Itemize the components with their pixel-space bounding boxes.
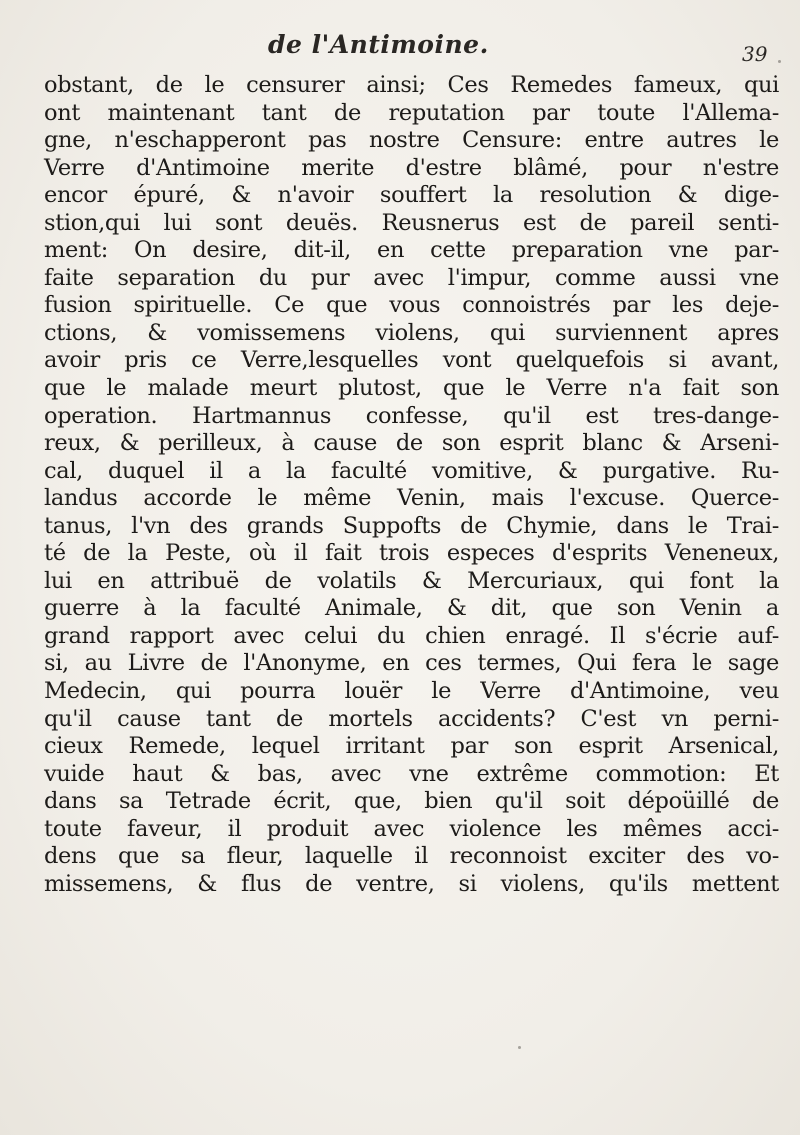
text-line: qu'il cause tant de mortels accidents? C'est vn perni-: [44, 705, 779, 732]
text-line: gne, n'eschapperont pas nostre Censure: entre autres le: [44, 127, 779, 154]
text-line: cieux Remede, lequel irritant par son esprit Arsenical,: [44, 733, 779, 760]
text-line: obstant, de le censurer ainsi; Ces Remedes fameux, qui: [44, 72, 779, 98]
text-line: avoir pris ce Verre,lesquelles vont quelquefois si avant,: [44, 347, 779, 374]
text-line: ctions, & vomissemens violens, qui surviennent apres: [44, 319, 779, 346]
text-line: toute faveur, il produit avec violence les mêmes acci-: [44, 815, 779, 842]
text-line: Medecin, qui pourra louër le Verre d'Antimoine, veu: [44, 678, 779, 705]
text-line: si, au Livre de l'Anonyme, en ces termes, Qui fera le sage: [44, 650, 779, 677]
text-line: dans sa Tetrade écrit, que, bien qu'il soit dépoüillé de: [44, 788, 779, 815]
text-line: stion,qui lui sont deuës. Reusnerus est de pareil senti-: [44, 209, 779, 236]
text-line: grand rapport avec celui du chien enragé. Il s'écrie auf-: [44, 622, 779, 649]
page-number: 39: [742, 42, 768, 66]
paper-speck: [518, 1046, 521, 1049]
text-line: Verre d'Antimoine merite d'estre blâmé, pour n'estre: [44, 154, 779, 181]
text-line: guerre à la faculté Animale, & dit, que son Venin a: [44, 595, 779, 622]
text-line: que le malade meurt plutost, que le Verre n'a fait son: [44, 375, 779, 402]
text-line: lui en attribuë de volatils & Mercuriaux, qui font la: [44, 567, 779, 594]
body-text: [44, 72, 779, 898]
text-line: ont maintenant tant de reputation par toute l'Allema-: [44, 99, 779, 126]
text-line: té de la Peste, où il fait trois especes d'esprits Veneneux,: [44, 540, 779, 567]
running-title: de l'Antimoine.: [268, 30, 489, 59]
text-line: operation. Hartmannus confesse, qu'il est tres-dange-: [44, 402, 779, 429]
text-line: cal, duquel il a la faculté vomitive, & purgative. Ru-: [44, 457, 779, 484]
page-header: [0, 22, 800, 66]
paper-speck: [778, 60, 781, 63]
text-line: vuide haut & bas, avec vne extrême commotion: Et: [44, 760, 779, 787]
text-line: landus accorde le même Venin, mais l'excuse. Querce-: [44, 485, 779, 512]
text-line: dens que sa fleur, laquelle il reconnoist exciter des vo-: [44, 843, 779, 870]
text-line: reux, & perilleux, à cause de son esprit blanc & Arseni-: [44, 430, 779, 457]
text-line: fusion spirituelle. Ce que vous connoistrés par les deje-: [44, 292, 779, 319]
text-line: missemens, & flus de ventre, si violens, qu'ils mettent: [44, 870, 779, 897]
text-line: ment: On desire, dit-il, en cette preparation vne par-: [44, 237, 779, 264]
text-line: faite separation du pur avec l'impur, comme aussi vne: [44, 264, 779, 291]
text-line: encor épuré, & n'avoir souffert la resolution & dige-: [44, 182, 779, 209]
text-line: tanus, l'vn des grands Suppofts de Chymie, dans le Trai-: [44, 512, 779, 539]
